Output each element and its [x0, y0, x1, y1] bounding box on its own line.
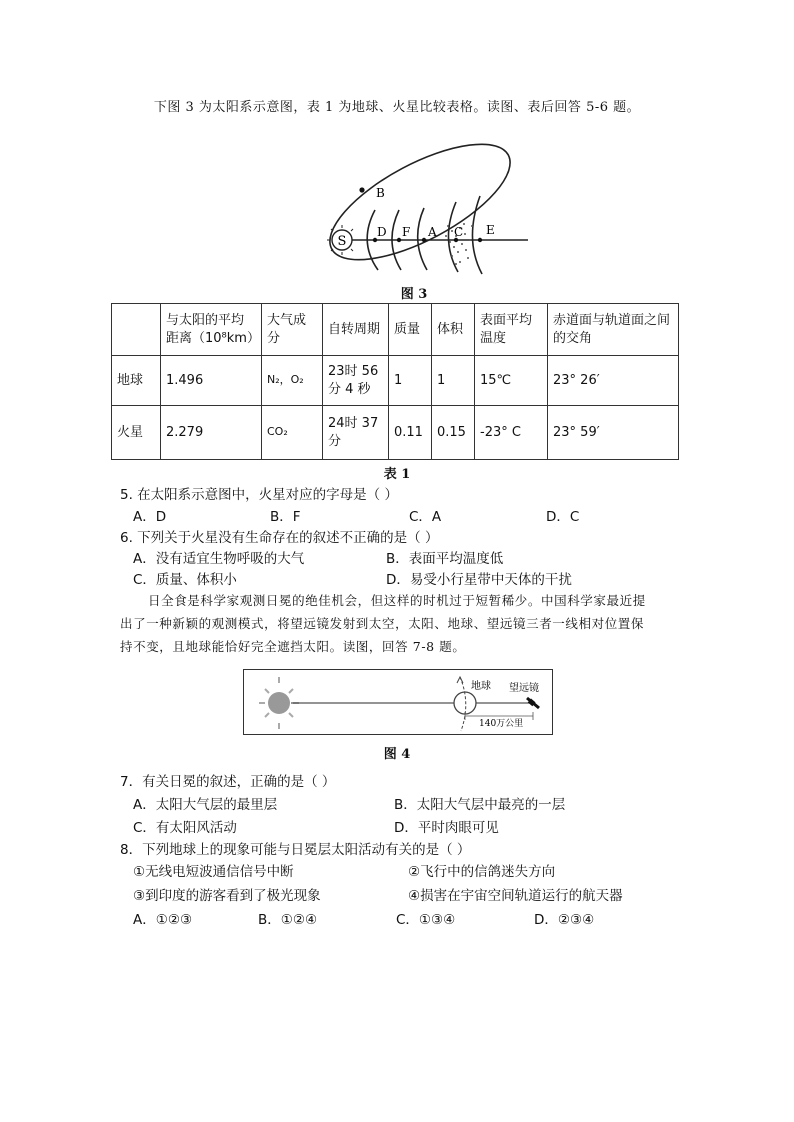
passage-line-2: 出了一种新颖的观测模式，将望远镜发射到太空，太阳、地球、望远镜三者一线相对位置保	[120, 616, 645, 631]
q5-stem: 5. 在太阳系示意图中，火星对应的字母是（ ）	[120, 487, 398, 503]
table-cell: 1	[432, 356, 475, 406]
table-cell: 23° 26′	[548, 356, 679, 406]
table-cell: 23时 56分 4 秒	[323, 356, 389, 406]
header-cell: 质量	[389, 304, 432, 356]
earth-label: 地球	[471, 681, 491, 692]
q5-option-b[interactable]: B．F	[270, 509, 301, 525]
q6-option-b[interactable]: B．表面平均温度低	[386, 551, 504, 567]
point-e	[478, 238, 482, 242]
table-cell: 24时 37分	[323, 406, 389, 460]
distance-label: 140万公里	[479, 719, 524, 729]
table-cell: 1.496	[161, 356, 262, 406]
passage-line-3: 持不变，且地球能恰好完全遮挡太阳。读图，回答 7-8 题。	[120, 639, 466, 654]
label-d: D	[377, 225, 387, 239]
q8-item-1: ①无线电短波通信信号中断	[133, 864, 294, 880]
table-row	[112, 406, 679, 460]
point-a	[422, 238, 426, 242]
q8-item-4: ④损害在宇宙空间轨道运行的航天器	[408, 888, 623, 904]
q8-item-3: ③到印度的游客看到了极光现象	[133, 888, 321, 904]
q8-item-2: ②飞行中的信鸽迷失方向	[408, 864, 556, 880]
table-cell: -23° C	[475, 406, 548, 460]
sun-label: S	[337, 234, 347, 249]
q6-option-c[interactable]: C．质量、体积小	[133, 572, 237, 588]
q8-stem: 8．下列地球上的现象可能与日冕层太阳活动有关的是（ ）	[120, 842, 471, 858]
q7-option-a[interactable]: A．太阳大气层的最里层	[133, 797, 278, 813]
orbit-ellipse	[314, 130, 526, 280]
point-b	[359, 187, 364, 192]
table-cell: 23° 59′	[548, 406, 679, 460]
header-cell: 体积	[432, 304, 475, 356]
header-cell	[112, 304, 161, 356]
label-b: B	[376, 186, 385, 200]
comparison-table	[111, 303, 679, 460]
table-cell: 0.11	[389, 406, 432, 460]
point-f	[397, 238, 401, 242]
header-cell: 与太阳的平均距离（10⁸km）	[161, 304, 262, 356]
figure3-caption: 图 3	[400, 287, 428, 302]
header-cell: 大气成分	[262, 304, 323, 356]
figure4-caption: 图 4	[383, 747, 411, 762]
q8-option-c[interactable]: C．①③④	[396, 912, 456, 928]
table-caption: 表 1	[383, 467, 411, 482]
q6-stem: 6. 下列关于火星没有生命存在的叙述不正确的是（ ）	[120, 530, 439, 546]
table-cell: CO₂	[262, 406, 323, 460]
header-cell: 自转周期	[323, 304, 389, 356]
telescope-label: 望远镜	[509, 683, 539, 694]
passage-line-1: 日全食是科学家观测日冕的绝佳机会，但这样的时机过于短暂稀少。中国科学家最近提	[148, 593, 646, 608]
q7-option-c[interactable]: C．有太阳风活动	[133, 820, 237, 836]
q5-option-a[interactable]: A．D	[133, 509, 167, 525]
solar-system-diagram	[300, 130, 540, 280]
table-cell: 地球	[112, 356, 161, 406]
label-e: E	[486, 223, 495, 237]
q7-stem: 7．有关日冕的叙述，正确的是（ ）	[120, 774, 336, 790]
q5-option-d[interactable]: D．C	[546, 509, 580, 525]
q8-option-b[interactable]: B．①②④	[258, 912, 318, 928]
q7-option-d[interactable]: D．平时肉眼可见	[394, 820, 499, 836]
sun-icon	[327, 225, 357, 255]
label-f: F	[402, 225, 411, 239]
q5-option-c[interactable]: C．A	[409, 509, 442, 525]
intro-text: 下图 3 为太阳系示意图，表 1 为地球、火星比较表格。读图、表后回答 5-6 题。	[153, 100, 641, 115]
earth-icon	[454, 692, 476, 714]
header-cell: 表面平均温度	[475, 304, 548, 356]
q8-option-d[interactable]: D．②③④	[534, 912, 595, 928]
table-header-row	[112, 304, 679, 356]
table-cell: 2.279	[161, 406, 262, 460]
table-row	[112, 356, 679, 406]
label-a: A	[428, 225, 437, 239]
eclipse-observation-diagram	[243, 669, 553, 735]
table-cell: 15℃	[475, 356, 548, 406]
table-cell: N₂，O₂	[262, 356, 323, 406]
q6-option-d[interactable]: D．易受小行星带中天体的干扰	[386, 572, 572, 588]
q8-option-a[interactable]: A．①②③	[133, 912, 193, 928]
q7-option-b[interactable]: B．太阳大气层中最亮的一层	[394, 797, 566, 813]
table-cell: 1	[389, 356, 432, 406]
table-cell: 火星	[112, 406, 161, 460]
table-cell: 0.15	[432, 406, 475, 460]
label-c: C	[454, 225, 464, 239]
header-cell: 赤道面与轨道面之间的交角	[548, 304, 679, 356]
q6-option-a[interactable]: A．没有适宜生物呼吸的大气	[133, 551, 305, 567]
